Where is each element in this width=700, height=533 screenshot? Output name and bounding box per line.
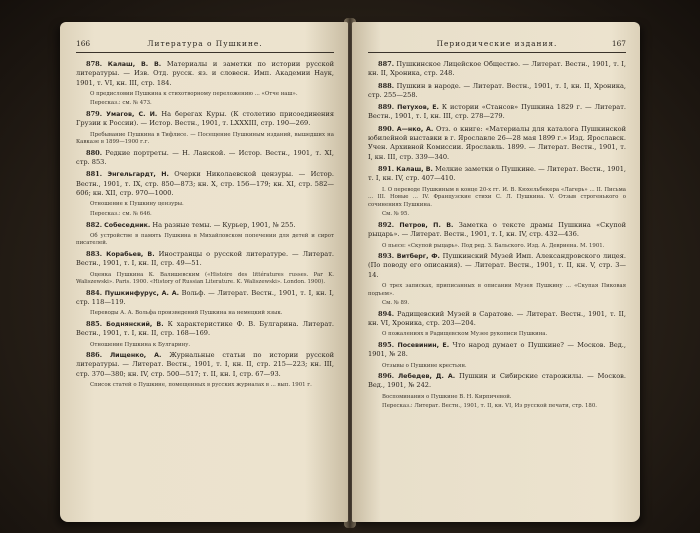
running-title: Литература о Пушкине. [147, 39, 263, 48]
entry-number: 883. [86, 250, 103, 259]
entry-note: Об устройстве в память Пушкина в Михайловском попечении для детей и сирот писателей. [76, 232, 334, 247]
bibliography-entry [76, 351, 334, 379]
entry-note: О предисловии Пушкина к стихотворному переложению ... «Отче наш». [90, 90, 298, 97]
entry-note: О пожалениях в Радищевском Музее рукописи Пушкина. [382, 331, 548, 338]
entry-text: На берегах Куры. (К столетию присоединения Грузии к России). — Истор. Вестн., 1901, т. LXXXIII, стр. 190—269. [76, 110, 334, 128]
entry-author: Энгельгардт, Н. [107, 171, 169, 179]
entry-text: Иностранцы о русской литературе. — Литерат. Вестн., 1901, т. I, кн. II, стр. 49—51. [76, 250, 334, 268]
bibliography-entry [76, 250, 334, 269]
entry-author: Посевинин, Е. [397, 341, 450, 349]
entry-author: Корабьев, В. [106, 251, 155, 259]
bibliography-entry [368, 221, 626, 240]
entry-text: Пушкинский Музей Имп. Александровского лицея. (По поводу его описания). — Литерат. Вестн., 1901, т. II, кн. V, стр. 3—14. [368, 252, 626, 279]
entry-author: Калаш, В. [396, 165, 433, 173]
entry-number: 896. [378, 372, 395, 381]
entry-number: 890. [378, 124, 395, 133]
entry-text: К истории «Стансов» Пушкина 1829 г. — Литерат. Вестн., 1901, т. I, кн. III, стр. 278—279. [368, 103, 626, 121]
entry-text: Пушкин и Сибирские старожилы. — Москов. Вед., 1901, № 242. [368, 372, 626, 390]
entry-number: 891. [378, 164, 395, 173]
entry-note: См. № 95. [382, 211, 410, 218]
bibliography-entry [76, 320, 334, 339]
entry-text: Журнальные статьи по истории русской литературы. — Литерат. Вестн., 1901, т. I, кн. II, стр. 215—223; кн. III, стр. 370—380; кн. IV, стр. 500—517; т. II, кн. I, стр. 67—93. [76, 351, 334, 378]
entry-number: 881. [86, 170, 103, 179]
entry-number: 893. [378, 252, 395, 261]
entry-note: Оценка Пушкина К. Валишевским («Histoire des littératures russes. Par K. Waliszewski». Paris. 1900. «History of Russian Literature. K. Waliszewski». London. 1900). [76, 271, 334, 286]
entry-text: Материалы и заметки по истории русской литературы. — Изв. Отд. русск. яз. и словесн. Имп. Академии Наук, 1901, т. VI, кн. III, стр. 184. [76, 60, 334, 87]
bibliography-entry [76, 289, 334, 308]
bibliography-entry [368, 372, 626, 391]
entry-note: Пересказ.: см. № 473. [90, 100, 152, 107]
right-page [352, 22, 640, 522]
entry-note: Переводы А. А. Вольфа произведений Пушкина на немецкий язык. [90, 310, 283, 317]
entry-note: Отношение Пушкина к Булгарину. [90, 341, 191, 348]
bibliography-entry [368, 252, 626, 280]
entry-text: К характеристике Ф. В. Булгарина. Литерат. Вестн., 1901, т. I, кн. II, стр. 168—169. [76, 319, 334, 338]
page-content [76, 60, 334, 516]
bibliography-entry [368, 310, 626, 329]
entry-number: 892. [378, 220, 395, 229]
entry-note: О пьесе: «Скупой рыцарь». Под ред. З. Бальского. Изд. А. Девриена. М. 1901. [382, 242, 605, 249]
entry-text: Вольф. — Литерат. Вестн., 1901, т. I, кн. I, стр. 118—119. [76, 288, 334, 307]
entry-number: 885. [86, 319, 103, 328]
entry-number: 882. [86, 220, 103, 229]
running-head [76, 38, 334, 53]
bibliography-entry [76, 60, 334, 88]
entry-author: Умагов, С. И. [106, 111, 158, 119]
entry-author: Боднянский, В. [106, 320, 164, 328]
entry-text: Что народ думает о Пушкине? — Москов. Вед., 1901, № 28. [368, 340, 626, 359]
entry-author: Собеседник. [104, 221, 151, 229]
entry-number: 880. [86, 148, 103, 157]
entry-author: Калаш, В. В. [107, 61, 162, 68]
page-number: 167 [611, 39, 626, 48]
running-title: Периодические издания. [436, 39, 558, 48]
bibliography-entry [76, 149, 334, 168]
entry-number: 884. [86, 288, 103, 297]
entry-number: 894. [378, 309, 395, 318]
bibliography-entry [76, 170, 334, 198]
entry-author: Лебедев, Д. А. [397, 373, 456, 381]
entry-note: I. О переводе Пушкиным в конце 20-х гг. И. В. Кюхельбекера «Лагерь» ... II. Письма ... III. Новые ... IV. Французские стихи С. Л. Пушкина. V. Отзыв строгенького о сочинениях Пушкина. [368, 186, 626, 208]
entry-text: Радищевский Музей в Саратове. — Литерат. Вестн., 1901, т. II, кн. VI, Хроника, стр. 203—204. [368, 309, 626, 328]
bibliography-entry [368, 60, 626, 79]
entry-author: Пушкинфурус, А. А. [104, 289, 179, 297]
entry-note: Пребывание Пушкина в Тифлисе. — Посещение Пушкиным изданий, вышедших на Кавказе в 1899—1900 г.г. [76, 131, 334, 146]
entry-number: 895. [378, 340, 395, 349]
bibliography-entry [368, 103, 626, 122]
page-content [368, 60, 626, 516]
entry-note: Воспоминания о Пушкине В. Н. Кирпичевой. [382, 393, 512, 400]
entry-text: Мелкие заметки о Пушкине. — Литерат. Вестн., 1901, т. I, кн. IV, стр. 407—410. [368, 164, 626, 183]
entry-note: О трех записках, приписанных в описании Музея Пушкину ... «Скупая Пиковая подъем». [368, 283, 626, 297]
entry-note: Отзывы о Пушкине крестьян. [382, 362, 467, 369]
entry-note: Список статей о Пушкине, помещенных в русских журналах в ... вып. 1901 г. [90, 382, 312, 389]
entry-text: Заметка о тексте драмы Пушкина «Скупой рыцарь». — Литерат. Вестн., 1901, т. I, кн. IV, стр. 432—436. [368, 220, 626, 239]
entry-note: Пересказ.: Литерат. Вестн., 1901, т. II, кн. VI, Из русской печати, стр. 180. [382, 403, 598, 410]
bibliography-entry [76, 110, 334, 129]
bibliography-entry [76, 221, 334, 230]
entry-number: 888. [378, 81, 395, 90]
entry-text: Пушкин в народе. — Литерат. Вестн., 1901, т. I, кн. II, Хроника, стр. 255—258. [368, 81, 626, 99]
entry-number: 878. [86, 60, 103, 68]
entry-author: Петров, П. В. [399, 221, 454, 229]
entry-text: Отз. о книге: «Материалы для каталога Пушкинской юбилейной выставки в г. Ярославле 26—28 мая 1899 г.» Изд. Ярославск. Учен. Архивной Комиссии. Ярославль. 1899. — Литерат. Вестн., 1901, т. I, кн. III, стр. 339—340. [368, 124, 626, 161]
running-head [368, 38, 626, 53]
bibliography-entry [368, 82, 626, 101]
entry-note: Отношение к Пушкину цензуры. [90, 201, 184, 208]
bibliography-entry [368, 341, 626, 360]
bibliography-entry [368, 125, 626, 162]
entry-note: Пересказ.: см. № 646. [90, 210, 152, 217]
entry-author: Петухов, Е. [397, 104, 439, 112]
entry-note: См. № 89. [382, 300, 410, 307]
entry-number: 887. [378, 60, 395, 68]
entry-author: Лищенко, А. [109, 352, 162, 360]
entry-number: 889. [378, 103, 395, 112]
entry-text: Пушкинское Лицейское Общество. — Литерат. Вестн., 1901, т. I, кн. II, Хроника, стр. 248. [368, 60, 626, 78]
entry-author: Витберг, Ф. [396, 253, 440, 261]
left-page [60, 22, 348, 522]
entry-text: Очерки Николаевской цензуры. — Истор. Вестн., 1901, т. IX, стр. 850—873; кн. X, стр. 156—179; кн. XI, стр. 582—606; кн. XII, стр. 970—1000. [76, 170, 334, 198]
entry-author: А—нко, А. [396, 125, 434, 133]
entry-text: На разные темы. — Курьер, 1901, № 255. [152, 220, 296, 229]
page-number: 166 [76, 39, 91, 48]
entry-number: 886. [86, 351, 103, 360]
entry-text: Редкие портреты. — Н. Ланской. — Истор. Вестн., 1901, т. XI, стр. 853. [76, 148, 334, 167]
entry-number: 879. [86, 110, 103, 119]
bibliography-entry [368, 165, 626, 184]
